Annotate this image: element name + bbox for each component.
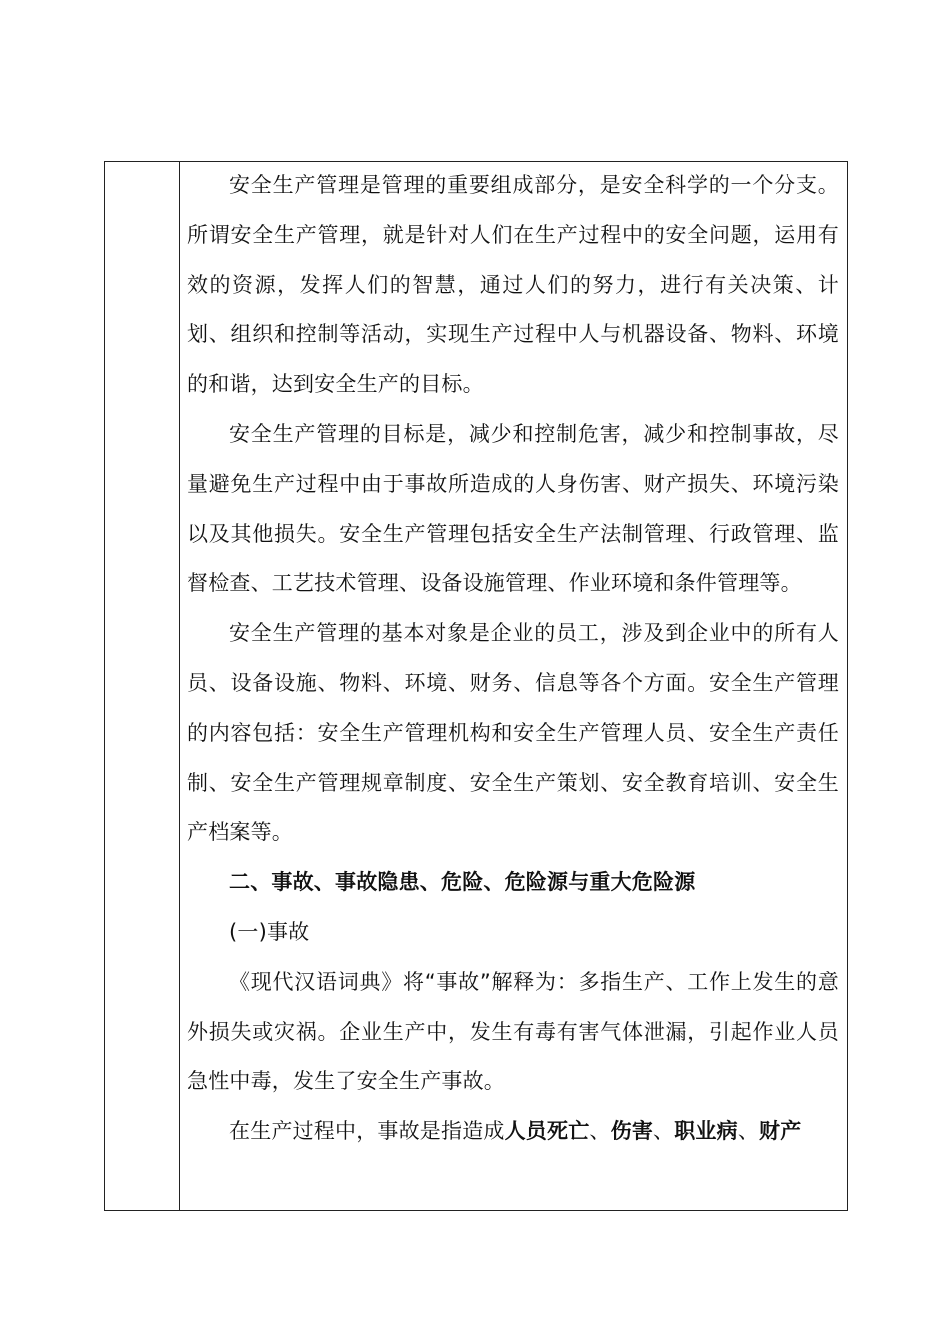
text-run: 在生产过程中，事故是指造成 [229,1119,505,1144]
separator: 、 [589,1119,611,1144]
bold-term-occupational-disease: 职业病 [674,1119,738,1144]
paragraph-accident-dictionary-definition: 《现代汉语词典》将“事故”解释为：多指生产、工作上发生的意外损失或灾祸。企业生产中，发生有毒有害气体泄漏，引起作业人员急性中毒，发生了安全生产事故。 [187,969,839,1094]
content-cell [187,162,839,1210]
paragraph-safety-management-definition: 安全生产管理是管理的重要组成部分，是安全科学的一个分支。所谓安全生产管理，就是针对人们在生产过程中的安全问题，运用有效的资源，发挥人们的智慧，通过人们的努力，进行有关决策、计划、组织和控制等活动，实现生产过程中人与机器设备、物料、环境的和谐，达到安全生产的目标。 [187,173,839,397]
paragraph-safety-management-goal: 安全生产管理的目标是，减少和控制危害，减少和控制事故，尽量避免生产过程中由于事故所造成的人身伤害、财产损失、环境污染以及其他损失。安全生产管理包括安全生产法制管理、行政管理、监督检查、工艺技术管理、设备设施管理、作业环境和条件管理等。 [187,421,839,596]
bold-term-death: 人员死亡 [504,1119,590,1144]
separator: 、 [653,1119,675,1144]
left-empty-cell [105,162,179,1210]
section-heading-accident-hazards: 二、事故、事故隐患、危险、危险源与重大危险源 [229,870,696,895]
column-divider [179,162,180,1210]
separator: 、 [737,1119,760,1144]
bold-term-property: 财产 [759,1119,802,1144]
subsection-heading-accident: (一)事故 [229,919,310,944]
document-table [104,161,848,1211]
paragraph-safety-management-objects: 安全生产管理的基本对象是企业的员工，涉及到企业中的所有人员、设备设施、物料、环境、财务、信息等各个方面。安全生产管理的内容包括：安全生产管理机构和安全生产管理人员、安全生产责任制、安全生产管理规章制度、安全生产策划、安全教育培训、安全生产档案等。 [187,621,839,845]
paragraph-accident-production-definition [187,1107,839,1157]
bold-term-injury: 伤害 [610,1119,654,1144]
